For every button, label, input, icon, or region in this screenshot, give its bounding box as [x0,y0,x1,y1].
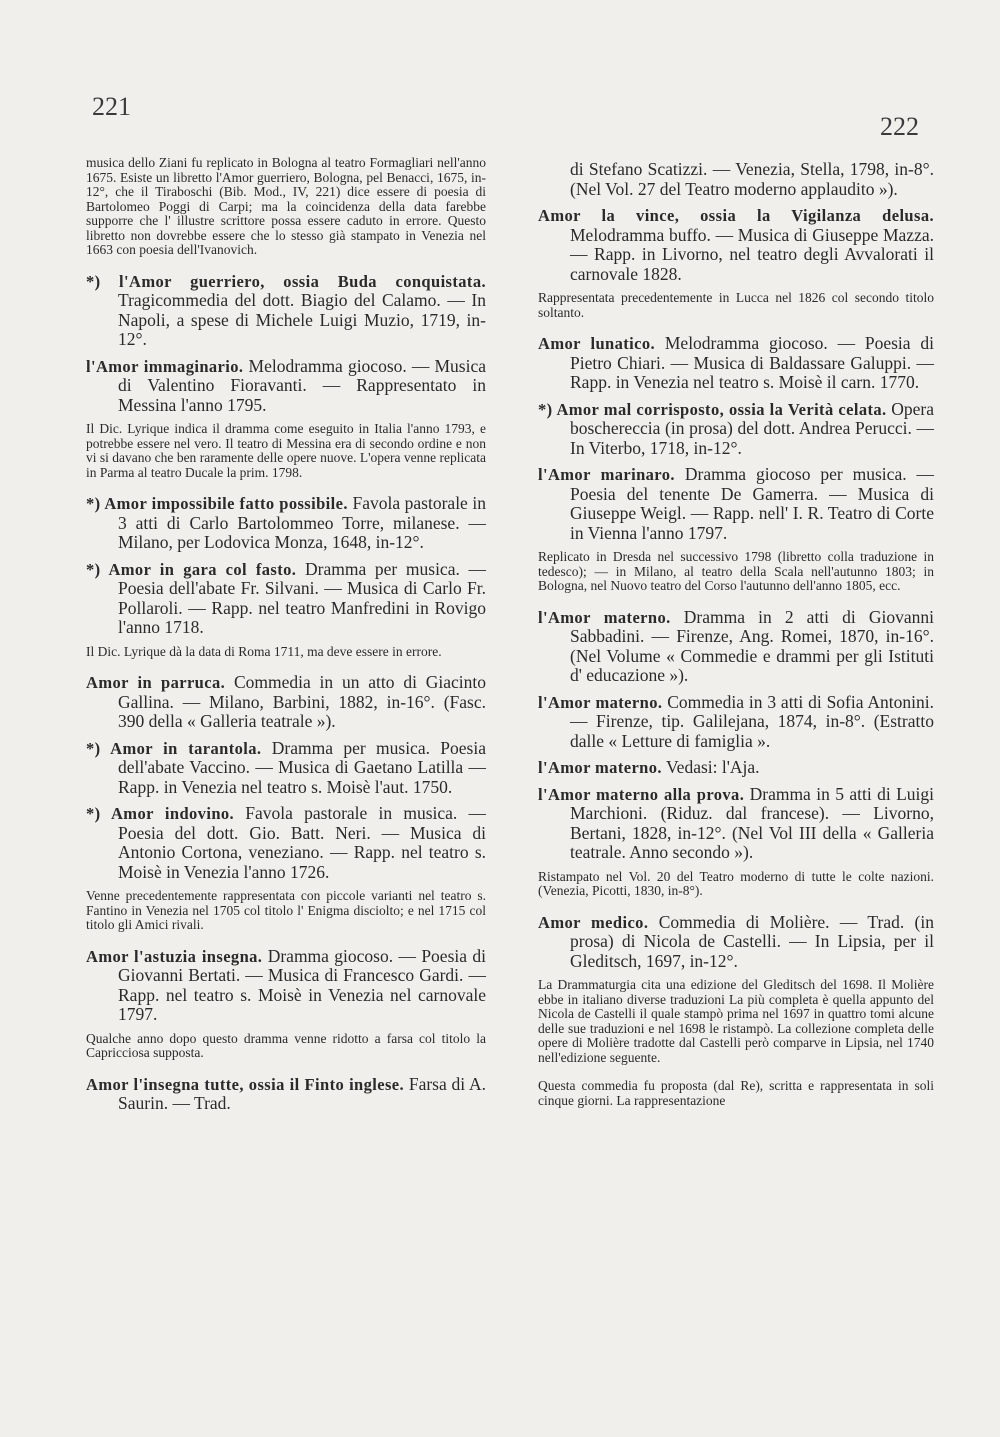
catalog-entry [538,400,934,459]
catalog-entry [86,804,486,882]
catalog-entry [538,913,934,972]
entry-description: Melodramma giocoso. — Musica di Valentino Fioravanti. — Rappresentato in Messina l'anno 1795. [118,355,486,415]
entry-title: Amor la vince, ossia la Vigilanza delusa. [538,206,934,225]
catalog-entry [86,739,486,798]
page-number-left: 221 [92,92,131,121]
entry-title: *) Amor in gara col fasto. [86,559,297,579]
entry-title: l'Amor materno. [538,607,671,627]
footnote: Ristampato nel Vol. 20 del Teatro moderno di tutte le colte nazioni. (Venezia, Picotti, 1830, in-8°). [538,868,934,898]
entry-title: l'Amor materno alla prova. [538,784,745,804]
footnote: Rappresentata precedentemente in Lucca nel 1826 col secondo titolo soltanto. [538,290,934,320]
footnote: musica dello Ziani fu replicato in Bologna al teatro Formagliari nell'anno 1675. Esiste un libretto l'Amor guerriero, Bologna, pel Benacci, 1675, in-12°, che il Tiraboschi (Bib. Mod., IV, 221) dice essere di poesia di Bartolomeo Poggi di Carpi; ma la coincidenza della data farebbe supporre che l' illustre scrittore possa essere caduto in errore. Questo libretto non dovrebbe essere che lo stesso già stampato in Venezia nel 1663 con poesia dell'Ivanovich. [86,155,486,257]
entry-title: Amor lunatico. [538,334,656,353]
catalog-entry [86,272,486,350]
entry-title: l'Amor materno. [538,692,663,712]
catalog-entry [86,357,486,416]
entry-title: Amor l'insegna tutte, ossia il Finto inglese. [86,1074,405,1094]
entry-description: Dramma per musica. — Poesia dell'abate Fr. Silvani. — Musica di Carlo Fr. Pollaroli. — Rapp. nel teatro Manfredini in Rovigo l'anno 1718. [118,558,487,637]
entry-title: *) Amor indovino. [86,804,235,823]
entry-description: Opera boschereccia (in prosa) del dott. Andrea Perucci. — In Viterbo, 1718, in-12°. [570,398,934,458]
catalog-entry [86,1075,486,1114]
entry-title: *) l'Amor guerriero, ossia Buda conquistata. [86,271,486,291]
entry-description: Dramma giocoso per musica. — Poesia del tenente De Gamerra. — Musica di Giuseppe Weigl. — Rapp. nell' I. R. Teatro di Corte in Vienna l'anno 1797. [570,464,935,543]
entry-title: Amor medico. [538,912,649,932]
left-column [86,156,486,1121]
entry-description: Commedia in un atto di Giacinto Gallina. — Milano, Barbini, 1882, in-16°. (Fasc. 390 della « Galleria teatrale »). [118,672,486,731]
entry-title: l'Amor immaginario. [86,356,244,376]
catalog-entry [538,206,934,284]
entry-description: Dramma in 2 atti di Giovanni Sabbadini. — Firenze, Ang. Romei, 1870, in-16°. (Nel Volume « Commedie e drammi per gli Istituti d' educazione »). [570,606,934,685]
footnote: Il Dic. Lyrique dà la data di Roma 1711, ma deve essere in errore. [86,643,442,659]
catalog-entry [538,693,934,752]
entry-title: Amor in parruca. [86,673,226,692]
footnote: Venne precedentemente rappresentata con piccole varianti nel teatro s. Fantino in Venezia nel 1705 col titolo l' Enigma disciolto; e nel 1715 col titolo gli Amici rivali. [86,888,486,932]
entry-description: Tragicommedia del dott. Biagio del Calamo. — In Napoli, a spese di Michele Luigi Muzio, 1719, in-12°. [118,290,486,349]
catalog-entry [538,465,934,543]
catalog-entry [538,758,934,778]
entry-title: Amor l'astuzia insegna. [86,946,263,966]
catalog-entry [538,334,934,393]
entry-description: Dramma per musica. Poesia dell'abate Vaccino. — Musica di Gaetano Latilla — Rapp. in Venezia nel teatro s. Moisè l'aut. 1750. [118,737,486,797]
entry-description: Dramma in 5 atti di Luigi Marchioni. (Riduz. dal francese). — Livorno, Bertani, 1828, in-12°. (Nel Vol III della « Galleria teatrale. Anno secondo »). [570,783,934,862]
page-number-right: 222 [880,112,919,141]
entry-description: Farsa di A. Saurin. — Trad. [118,1073,486,1113]
catalog-entry [538,608,934,686]
catalog-entry [86,494,486,553]
entry-description: Favola pastorale in musica. — Poesia del dott. Gio. Batt. Neri. — Musica di Antonio Cortona, veneziano. — Rapp. nel teatro s. Moisè in Venezia l'anno 1726. [118,803,486,882]
footnote: La Drammaturgia cita una edizione del Gleditsch del 1698. Il Molière ebbe in italiano diverse traduzioni La più completa è quella appunto del Nicola de Castelli il quale stampò prima nel 1697 in quattro tomi alcune delle sue traduzioni e nel 1698 le ristampò. La collezione completa delle opere di Molière tradotte dal Castelli però comparve in Lipsia, nel 1740 nell'edizione seguente. [538,977,934,1065]
entry-description: Melodramma giocoso. — Poesia di Pietro Chiari. — Musica di Baldassare Galuppi. — Rapp. in Venezia nel teatro s. Moisè il carn. 1770. [570,333,934,392]
entry-title: *) Amor impossibile fatto possibile. [86,494,348,513]
entry-description: Vedasi: l'Aja. [661,757,760,777]
footnote: Questa commedia fu proposta (dal Re), scritta e rappresentata in soli cinque giorni. La rappresentazione [538,1078,934,1108]
entry-title: *) Amor mal corrisposto, ossia la Verità celata. [538,399,887,419]
catalog-entry [86,560,486,638]
entry-description: Favola pastorale in 3 atti di Carlo Bartolommeo Torre, milanese. — Milano, per Lodovica Monza, 1648, in-12°. [118,493,486,552]
entry-description: Melodramma buffo. — Musica di Giuseppe Mazza. — Rapp. in Livorno, nel teatro degli Avvalorati il carnovale 1828. [570,224,934,284]
catalog-entry [538,785,934,863]
footnote: Replicato in Dresda nel successivo 1798 (libretto colla traduzione in tedesco); — in Milano, al teatro della Scala nell'autunno 1803; in Bologna, nel Nuovo teatro del Corso l'autunno dell'anno 1805, ecc. [538,549,934,593]
entry-continuation: di Stefano Scatizzi. — Venezia, Stella, 1798, in-8°. (Nel Vol. 27 del Teatro moderno applaudito »). [570,159,934,199]
right-column [538,160,934,1122]
footnote: Il Dic. Lyrique indica il dramma come eseguito in Italia l'anno 1793, e potrebbe essere nel vero. Il teatro di Messina era di secondo ordine e non vi si davano che ben raramente delle opere nuove. L'opera venne replicata in Parma al teatro Ducale la prim. 1798. [86,421,486,480]
entry-description: Commedia di Molière. — Trad. (in prosa) di Nicola de Castelli. — In Lipsia, per il Gleditsch, 1697, in-12°. [570,911,934,971]
catalog-entry [86,947,486,1025]
catalog-entry [86,673,486,732]
footnote: Qualche anno dopo questo dramma venne ridotto a farsa col titolo la Capricciosa supposta. [86,1030,486,1060]
entry-title: l'Amor marinaro. [538,465,675,484]
entry-description: Dramma giocoso. — Poesia di Giovanni Bertati. — Musica di Francesco Gardi. — Rapp. nel teatro s. Moisè in Venezia nel carnovale 1797. [118,945,486,1024]
entry-description: Commedia in 3 atti di Sofia Antonini. — Firenze, tip. Galilejana, 1874, in-8°. (Estratto dalle « Letture di famiglia ». [570,691,934,751]
entry-title: *) Amor in tarantola. [86,738,262,758]
entry-title: l'Amor materno. [538,758,662,777]
